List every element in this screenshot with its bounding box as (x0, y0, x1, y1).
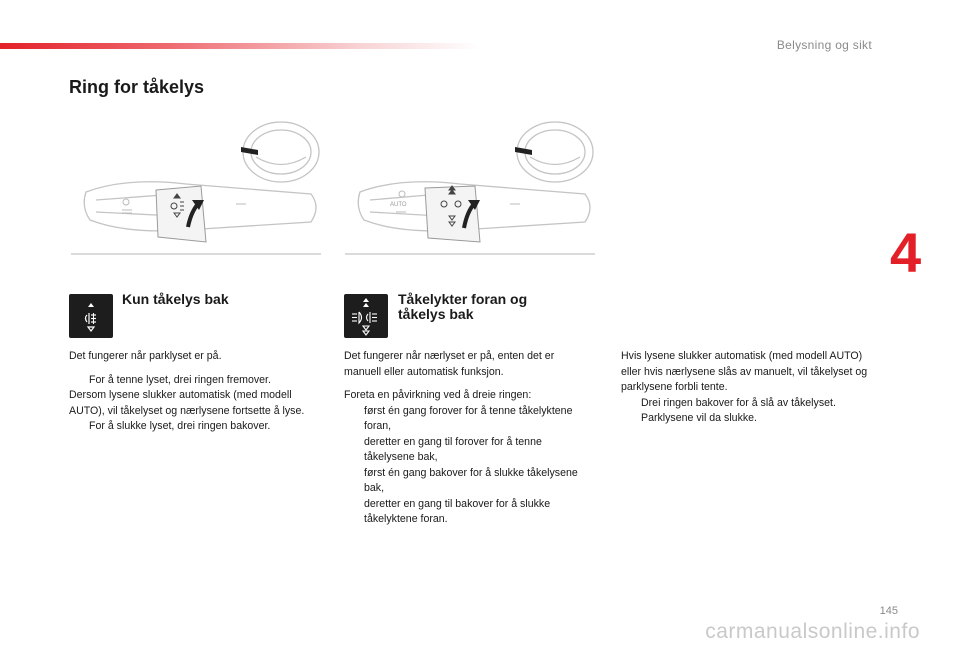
auto-label: AUTO (390, 202, 407, 208)
list-item: først én gang bakover for å slukke tåkelysene bak, (364, 466, 578, 494)
body-text: Hvis lysene slukker automatisk (med modell AUTO) eller hvis nærlysene slås av manuelt, vil tåkelyset og parklysene forbli tente. (621, 350, 868, 393)
front-rear-fog-icon (344, 294, 388, 338)
stalk-illustration-front-rear-fog (340, 112, 600, 257)
chapter-number: 4 (890, 221, 922, 284)
list-item: For å tenne lyset, drei ringen fremover. (89, 373, 271, 386)
section-title-rear-fog: Kun tåkelys bak (122, 291, 229, 307)
list-item: Drei ringen bakover for å slå av tåkelyset. Parklysene vil da slukke. (641, 396, 836, 424)
watermark: carmanualsonline.info (705, 620, 920, 643)
section-text-front-rear-fog (344, 349, 589, 528)
intro-text: Det fungerer når nærlyset er på, enten det er manuell eller automatisk funksjon. (344, 350, 555, 378)
section-title-front-rear-fog: Tåkelykter foran og tåkelys bak (398, 291, 528, 322)
rear-fog-icon (69, 294, 113, 338)
section-text-auto-note (621, 349, 876, 427)
stalk-illustration-rear-fog (66, 112, 326, 257)
lead-text: Foreta en påvirkning ved å dreie ringen: (344, 389, 532, 401)
list-item: først én gang forover for å tenne tåkelyktene foran, (364, 404, 573, 432)
list-item: For å slukke lyset, drei ringen bakover. (89, 420, 271, 432)
top-accent-bar (0, 43, 480, 49)
section-text-rear-fog (69, 349, 327, 435)
body-text: Dersom lysene slukker automatisk (med modell AUTO), vil tåkelyset og nærlysene fortsette å lyse. (69, 389, 305, 417)
list-item: deretter en gang til bakover for å slukke tåkelyktene foran. (364, 497, 551, 525)
page-heading: Ring for tåkelys (69, 77, 205, 97)
chapter-title: Belysning og sikt (776, 38, 872, 52)
list-item: deretter en gang til forover for å tenne tåkelysene bak, (364, 435, 542, 463)
page-number: 145 (879, 605, 898, 617)
intro-text: Det fungerer når parklyset er på. (69, 350, 222, 362)
